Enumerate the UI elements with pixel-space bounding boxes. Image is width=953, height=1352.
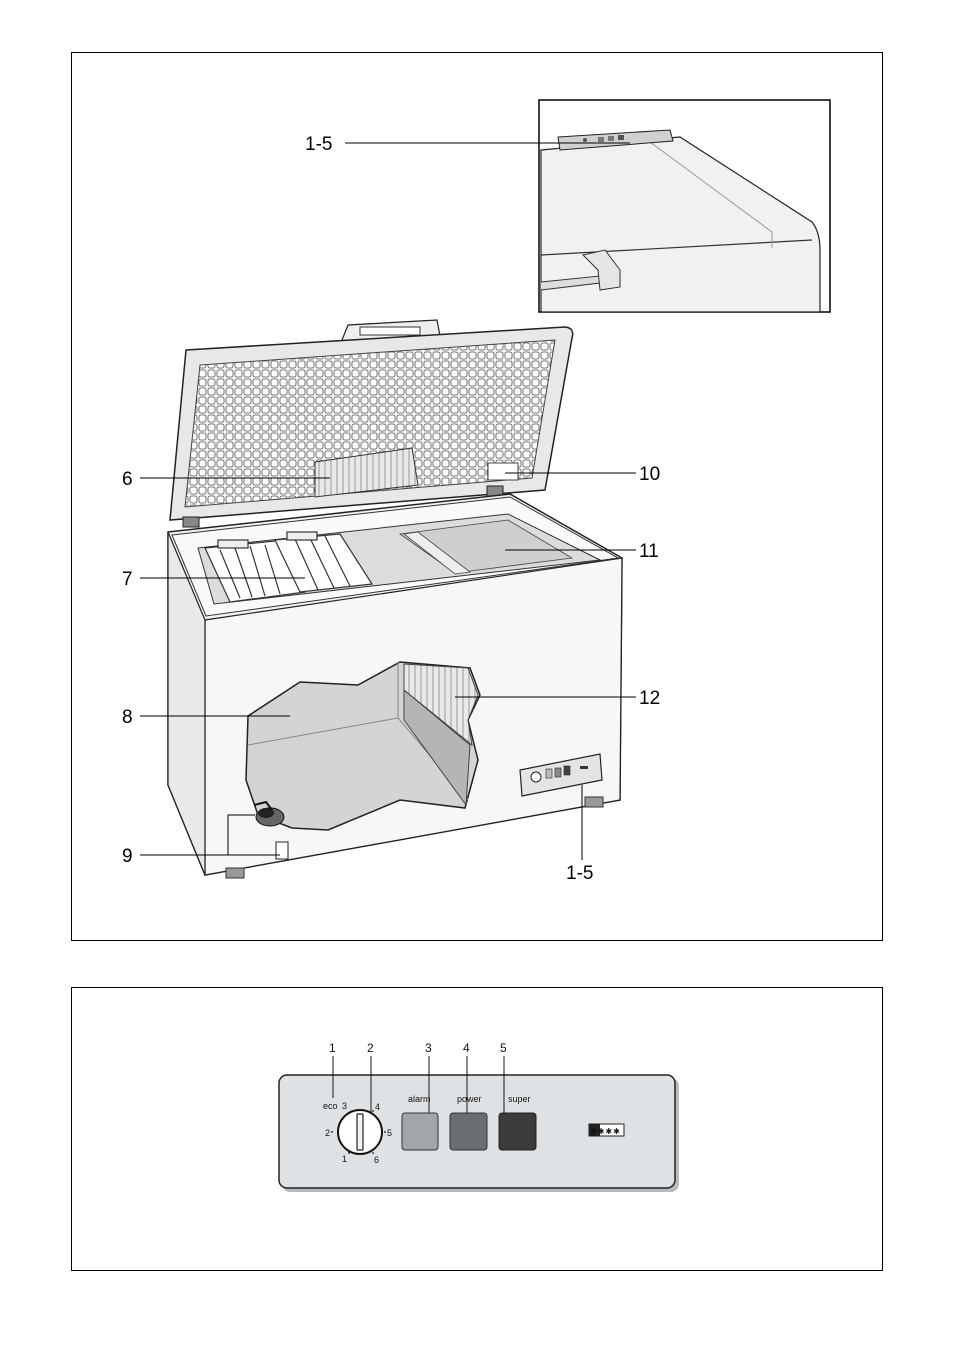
callout-6: 6 <box>122 469 133 490</box>
dial-mark-6: 6 <box>374 1155 380 1165</box>
alarm-button[interactable] <box>402 1113 438 1150</box>
inset-lid-detail <box>539 100 830 312</box>
callout-1-5-top: 1-5 <box>305 134 333 155</box>
star-rating-symbol: ✱✱✱✱ <box>590 1127 621 1136</box>
panel-callout-5: 5 <box>500 1041 507 1055</box>
dial-mark-5: 5 <box>387 1128 393 1138</box>
panel-callout-4: 4 <box>463 1041 470 1055</box>
power-label: power <box>457 1094 482 1104</box>
rating-plate <box>488 463 518 480</box>
callout-7: 7 <box>122 569 133 590</box>
dial-knob-grip[interactable] <box>357 1114 363 1150</box>
callout-9: 9 <box>122 846 133 867</box>
callout-8: 8 <box>122 707 133 728</box>
dial-mark-1: 1 <box>342 1154 348 1164</box>
alarm-label: alarm <box>408 1094 431 1104</box>
panel-callout-2: 2 <box>367 1041 374 1055</box>
callout-11: 11 <box>639 541 659 562</box>
callout-1-5-bottom: 1-5 <box>566 863 594 884</box>
super-freeze-button[interactable] <box>499 1113 536 1150</box>
super-label: super <box>508 1094 531 1104</box>
dial-mark-2: 2 <box>325 1128 331 1138</box>
dial-mark-3: 3 <box>342 1101 348 1111</box>
power-indicator <box>450 1113 487 1150</box>
panel-callout-3: 3 <box>425 1041 432 1055</box>
panel-callout-1: 1 <box>329 1041 336 1055</box>
dial-mark-4: 4 <box>375 1102 381 1112</box>
dial-label-eco: eco <box>323 1101 338 1111</box>
callout-12: 12 <box>639 688 661 709</box>
control-panel-diagram <box>279 1041 679 1192</box>
callout-10: 10 <box>639 464 661 485</box>
